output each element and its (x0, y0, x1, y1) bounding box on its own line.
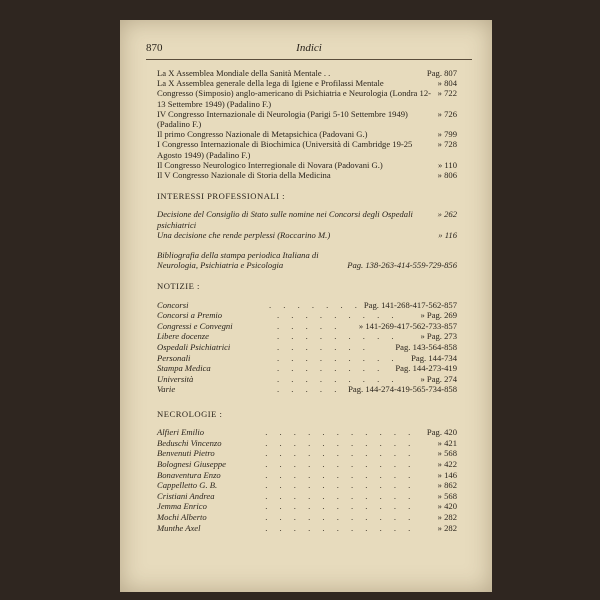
entry-ref: Pag. 138-263-414-559-729-856 (347, 260, 457, 271)
entry-name: Congressi e Convegni (157, 320, 233, 331)
entry-text: La X Assemblea generale della lega di Igiene e Profilassi Mentale (157, 78, 384, 89)
entry-ref: » 110 (437, 159, 457, 170)
list-item: Concorsi . . . . . . . Pag. 141-268-417-562-857 (157, 299, 457, 310)
book-page (120, 20, 492, 592)
header-rule (146, 59, 472, 60)
notizie-list (157, 300, 457, 395)
section-heading-notizie: NOTIZIE : (157, 281, 200, 292)
running-header (146, 42, 472, 58)
necrologie-list (157, 427, 457, 533)
entry-name: Beduschi Vincenzo (157, 437, 222, 448)
entry-text: Bibliografia della stampa periodica Italiana di Neurologia, Psichiatria e Psicologia (157, 250, 319, 271)
list-item: Mochi Alberto . . . . . . . . . . . » 282 (157, 511, 457, 522)
list-item (157, 209, 457, 229)
entry-ref: » 568 (437, 490, 457, 501)
list-item: Università . . . . . . . . . » Pag. 274 (157, 373, 457, 384)
index-content (157, 68, 457, 533)
entry-ref: Pag. 144-274-419-565-734-858 (348, 384, 457, 395)
entry-ref: » 422 (437, 458, 457, 469)
list-item: Bonaventura Enzo . . . . . . . . . . . » 146 (157, 469, 457, 480)
list-item: Alfieri Emilio . . . . . . . . . . . Pag. 420 (157, 427, 457, 438)
entry-ref: Pag. 807 (426, 68, 457, 78)
entry-ref: Pag. 420 (426, 427, 457, 438)
entry-name: Concorsi a Premio (157, 310, 223, 321)
running-title: Indici (296, 42, 322, 54)
list-item: Libere docenze . . . . . . . . . » Pag. 273 (157, 331, 457, 342)
list-item: Munthe Axel . . . . . . . . . . . » 282 (157, 522, 457, 533)
entry-name: Bonaventura Enzo (157, 469, 221, 480)
entry-ref: » 804 (437, 78, 457, 89)
entry-ref: » 146 (437, 469, 457, 480)
entry-name: Munthe Axel (157, 522, 201, 533)
entry-ref: » 799 (437, 129, 457, 140)
entry-text: Decisione del Consiglio di Stato sulle nomine nei Concorsi degli Ospedali psichiatrici (157, 209, 413, 230)
entry-ref: » 420 (437, 501, 457, 512)
entry-name: Cristiani Andrea (157, 490, 215, 501)
congressi-list (157, 68, 457, 180)
entry-name: Alfieri Emilio (157, 427, 205, 438)
entry-text: La X Assemblea Mondiale della Sanità Mentale . . (157, 68, 331, 78)
entry-name: Università (157, 373, 194, 384)
section-heading-interessi: INTERESSI PROFESSIONALI : (157, 191, 286, 202)
entry-ref: » 722 (437, 88, 457, 99)
entry-ref: Pag. 144-734 (411, 352, 457, 363)
entry-ref: » 141-269-417-562-733-857 (358, 320, 457, 331)
list-item: Personali . . . . . . . . . Pag. 144-734 (157, 352, 457, 363)
list-item: Ospedali Psichiatrici . . . . . . . Pag. 143-564-858 (157, 342, 457, 353)
interessi-list (157, 209, 457, 270)
entry-name: Benvenuti Pietro (157, 448, 215, 459)
list-item (157, 109, 457, 129)
list-item: Concorsi a Premio . . . . . . . . . » Pag. 269 (157, 310, 457, 321)
entry-name: Ospedali Psichiatrici (157, 342, 231, 353)
list-item: Beduschi Vincenzo . . . . . . . . . . . » 421 (157, 437, 457, 448)
entry-ref: » 116 (438, 229, 457, 240)
entry-name: Jemma Enrico (157, 501, 207, 512)
entry-ref: Pag. 144-273-419 (395, 363, 457, 374)
entry-name: Varie (157, 384, 176, 395)
entry-ref: » 282 (437, 511, 457, 522)
entry-ref: » 568 (437, 448, 457, 459)
entry-name: Mochi Alberto (157, 511, 207, 522)
entry-ref: » 282 (437, 522, 457, 533)
list-item: Varie . . . . . Pag. 144-274-419-565-734-858 (157, 384, 457, 395)
entry-ref: » Pag. 273 (420, 331, 457, 342)
entry-text: Una decisione che rende perplessi (Roccarino M.) (157, 229, 331, 240)
entry-text: Il primo Congresso Nazionale di Metapsichica (Padovani G.) (157, 129, 368, 140)
bibliografia-entry (157, 250, 457, 270)
list-item: Jemma Enrico . . . . . . . . . . . » 420 (157, 501, 457, 512)
list-item: Bolognesi Giuseppe . . . . . . . . . . . » 422 (157, 458, 457, 469)
list-item: Congressi e Convegni . . . . . » 141-269-417-562-733-857 (157, 320, 457, 331)
entry-name: Cappelletto G. B. (157, 480, 218, 491)
list-item (157, 170, 457, 180)
entry-text: IV Congresso Internazionale di Neurologia (Parigi 5-10 Settembre 1949) (Padalino F.) (157, 108, 408, 130)
entry-name: Libere docenze (157, 331, 209, 342)
entry-ref: » 421 (437, 437, 457, 448)
list-item (157, 139, 457, 159)
section-heading-necrologie: NECROLOGIE : (157, 409, 223, 419)
list-item (157, 78, 457, 88)
page-number: 870 (146, 42, 163, 54)
list-item (157, 230, 457, 240)
entry-ref: Pag. 141-268-417-562-857 (363, 299, 457, 310)
entry-text: I Congresso Internazionale di Biochimica (Università di Cambridge 19-25 Agosto 1949) (Padalino F.) (157, 139, 413, 160)
list-item: Benvenuti Pietro . . . . . . . . . . . » 568 (157, 448, 457, 459)
list-item (157, 129, 457, 139)
list-item (157, 160, 457, 170)
entry-name: Stampa Medica (157, 363, 211, 374)
entry-text: Congresso (Simposio) anglo-americano di Psichiatria e Neurologia (Londra 12-13 Settembre 1949) (Padalino F.) (157, 88, 431, 109)
entry-ref: » 262 (437, 209, 457, 220)
entry-ref: » Pag. 269 (420, 310, 457, 321)
list-item (157, 68, 457, 78)
entry-text: Il Congresso Neurologico Interregionale di Novara (Padovani G.) (157, 159, 383, 170)
entry-ref: » 726 (437, 108, 457, 119)
entry-text: Il V Congresso Nazionale di Storia della Medicina (157, 170, 331, 181)
list-item: Cristiani Andrea . . . . . . . . . . . » 568 (157, 490, 457, 501)
entry-ref: » Pag. 274 (420, 373, 457, 384)
entry-ref: Pag. 143-564-858 (395, 342, 457, 353)
entry-name: Concorsi (157, 299, 189, 310)
list-item: Cappelletto G. B. . . . . . . . . . . . » 862 (157, 480, 457, 491)
list-item: Stampa Medica . . . . . . . . Pag. 144-273-419 (157, 363, 457, 374)
entry-ref: » 728 (437, 139, 457, 150)
entry-ref: » 862 (437, 480, 457, 491)
entry-name: Bolognesi Giuseppe (157, 458, 226, 469)
entry-name: Personali (157, 352, 191, 363)
list-item (157, 88, 457, 108)
entry-ref: » 806 (437, 170, 457, 181)
